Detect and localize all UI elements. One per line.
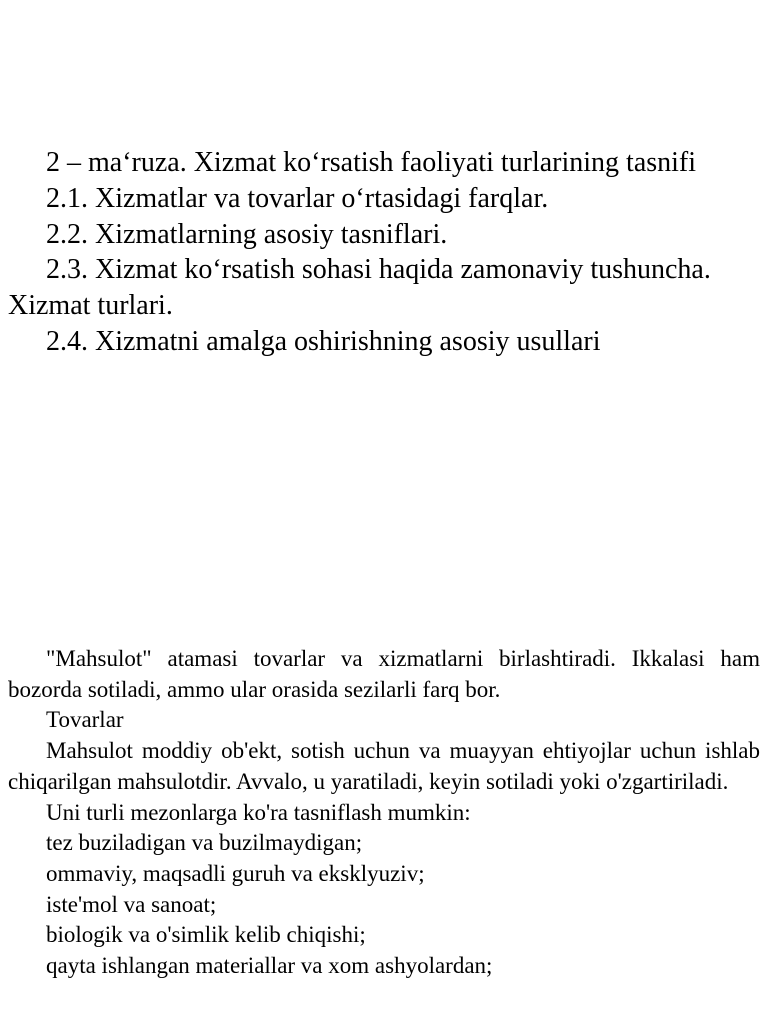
intro-paragraph: "Mahsulot" atamasi tovarlar va xizmatlarni birlashtiradi. Ikkalasi ham bozorda sotiladi, ammo ular orasida sezilarli farq bor.	[8, 646, 760, 702]
outline-item: 2.1. Xizmatlar va tovarlar o‘rtasidagi farqlar.	[46, 182, 549, 214]
criteria-item: iste'mol va sanoat;	[46, 891, 217, 917]
goods-heading: Tovarlar	[46, 707, 124, 733]
lecture-outline	[8, 145, 760, 360]
classification-intro: Uni turli mezonlarga ko'ra tasniflash mumkin:	[46, 799, 471, 825]
lecture-title: 2 – ma‘ruza. Xizmat ko‘rsatish faoliyati turlarining tasnifi	[46, 147, 697, 178]
criteria-item: qayta ishlangan materiallar va xom ashyolardan;	[46, 953, 493, 979]
outline-item: 2.2. Xizmatlarning asosiy tasniflari.	[46, 218, 448, 250]
criteria-item: biologik va o'simlik kelib chiqishi;	[46, 922, 366, 948]
goods-definition-paragraph: Mahsulot moddiy ob'ekt, sotish uchun va muayyan ehtiyojlar uchun ishlab chiqarilgan mahsulotdir. Avvalo, u yaratiladi, keyin sotiladi yoki o'zgartiriladi.	[8, 738, 760, 794]
criteria-item: tez buziladigan va buzilmaydigan;	[46, 830, 363, 856]
lecture-body	[8, 644, 760, 982]
outline-item: 2.4. Xizmatni amalga oshirishning asosiy usullari	[46, 325, 601, 357]
outline-item: 2.3. Xizmat ko‘rsatish sohasi haqida zamonaviy tushuncha. Xizmat turlari.	[8, 254, 711, 322]
criteria-item: ommaviy, maqsadli guruh va eksklyuziv;	[46, 860, 425, 886]
